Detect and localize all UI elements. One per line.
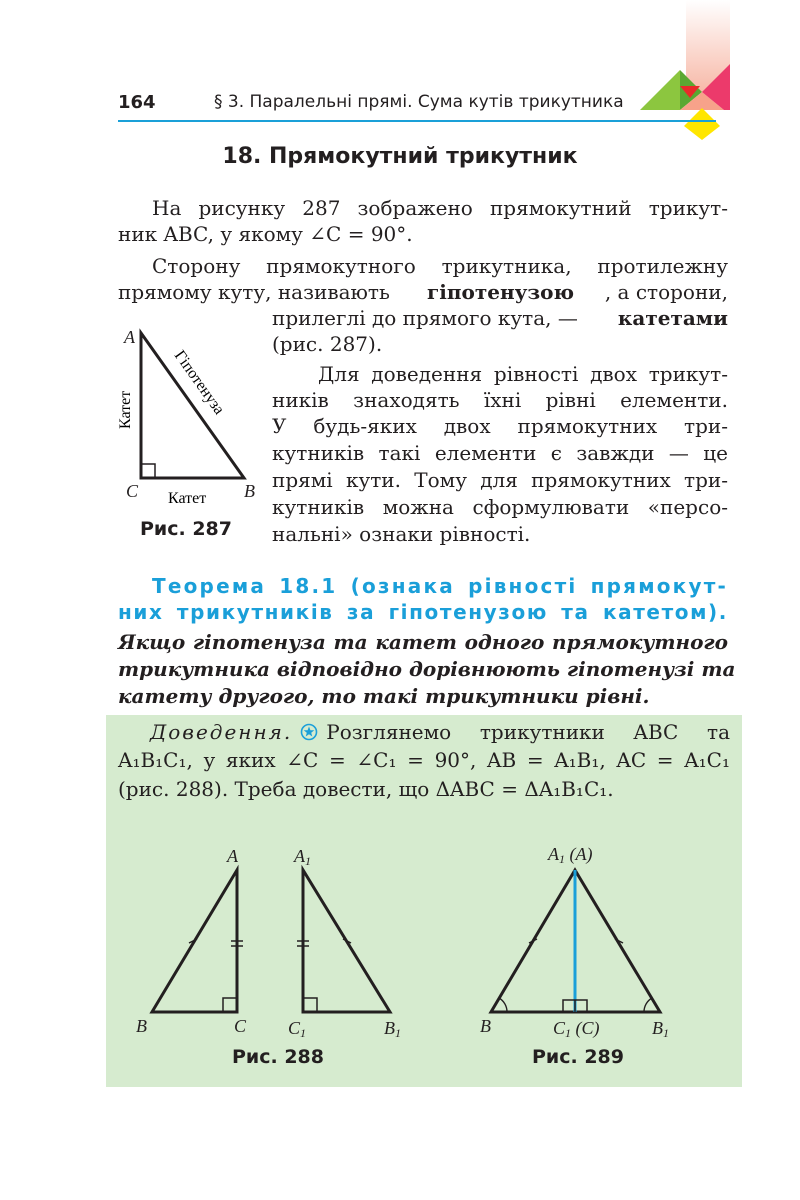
text-span: Розглянемо трикутники ABC та: [326, 720, 730, 744]
vertex-b-label: B: [136, 1016, 147, 1036]
vertex-a1-label: A1 (A): [548, 844, 593, 866]
theorem-statement: катету другого, то такі трикутники рівні.: [118, 684, 650, 708]
term-hypotenuse: гіпотенузою: [427, 280, 575, 304]
leg-horizontal-label: Катет: [168, 490, 207, 507]
vertex-b1-label: B1: [652, 1018, 669, 1040]
text-span: прямому куту, називають: [118, 280, 397, 304]
figure-287: [110, 325, 270, 520]
figure-288-caption: Рис. 288: [232, 1046, 324, 1068]
proof-line: [150, 718, 730, 746]
vertex-b-label: B: [480, 1016, 491, 1036]
vertex-c-label: C: [234, 1016, 247, 1036]
text-span: , а сторони,: [604, 280, 728, 304]
text-line: ників знаходять їхні рівні елементи.: [272, 388, 728, 412]
right-angle-mark: [141, 464, 155, 478]
text-line: нальні» ознаки рівності.: [272, 522, 531, 546]
vertex-b-label: B: [244, 481, 255, 501]
right-angle-mark: [303, 998, 317, 1012]
corner-decoration: [640, 0, 740, 145]
theorem-statement: Якщо гіпотенуза та катет одного прямокутного: [118, 630, 728, 654]
figure-289-caption: Рис. 289: [532, 1046, 624, 1068]
figure-289: [470, 842, 700, 1042]
text-line: У будь-яких двох прямокутних три-: [272, 414, 728, 438]
text-line: [272, 304, 728, 332]
text-line: На рисунку 287 зображено прямокутний трикут-: [152, 196, 728, 220]
right-angle-mark: [223, 998, 237, 1012]
text-line: кутників можна сформулювати «персо-: [272, 495, 728, 519]
theorem-statement: трикутника відповідно дорівнюють гіпотенузі та: [118, 657, 736, 681]
proof-label: Доведення.: [150, 720, 293, 744]
hypotenuse-label: Гіпотенуза: [170, 347, 228, 418]
angle-arc: [499, 998, 507, 1012]
star-circle-icon: [300, 723, 318, 741]
theorem-heading: них трикутників за гіпотенузою та катетом).: [118, 600, 728, 624]
triangle-287: [141, 333, 244, 478]
leg-vertical-label: Катет: [117, 390, 134, 429]
section-title: 18. Прямокутний трикутник: [222, 144, 578, 169]
page-number: 164: [118, 92, 156, 113]
tangram-icon: [640, 0, 740, 145]
vertex-a-label: A: [124, 327, 135, 347]
vertex-c1-label: C1: [288, 1018, 307, 1040]
text-line: Сторону прямокутного трикутника, протилежну: [152, 254, 728, 278]
text-span: прилеглі до прямого кута, —: [272, 306, 585, 330]
figure-287-caption: Рис. 287: [140, 518, 232, 540]
text-line: (рис. 287).: [272, 332, 383, 356]
vertex-b1-label: B1: [384, 1018, 401, 1040]
text-line: [118, 278, 728, 306]
vertex-c1-label: C1 (C): [553, 1018, 600, 1040]
angle-arc: [644, 998, 652, 1012]
header-rule: [118, 120, 716, 122]
text-line: ник ABC, у якому ∠C = 90°.: [118, 222, 413, 246]
vertex-a-label: A: [227, 846, 238, 866]
vertex-a1-label: A1: [294, 846, 311, 868]
figure-288: [128, 842, 418, 1042]
text-line: кутників такі елементи є завжди — це: [272, 441, 728, 465]
vertex-c-label: C: [126, 481, 139, 501]
proof-line: A₁B₁C₁, у яких ∠C = ∠C₁ = 90°, AB = A₁B₁, AC = A₁C₁: [118, 748, 730, 772]
text-line: Для доведення рівності двох трикут-: [318, 362, 728, 386]
proof-line: (рис. 288). Треба довести, що ΔABC = ΔA₁B₁C₁.: [118, 777, 614, 801]
theorem-heading: Теорема 18.1 (ознака рівності прямокут-: [152, 574, 728, 598]
running-title: § 3. Паралельні прямі. Сума кутів трикутника: [214, 92, 624, 112]
text-line: прямі кути. Тому для прямокутних три-: [272, 468, 728, 492]
term-legs: катетами: [617, 306, 728, 330]
